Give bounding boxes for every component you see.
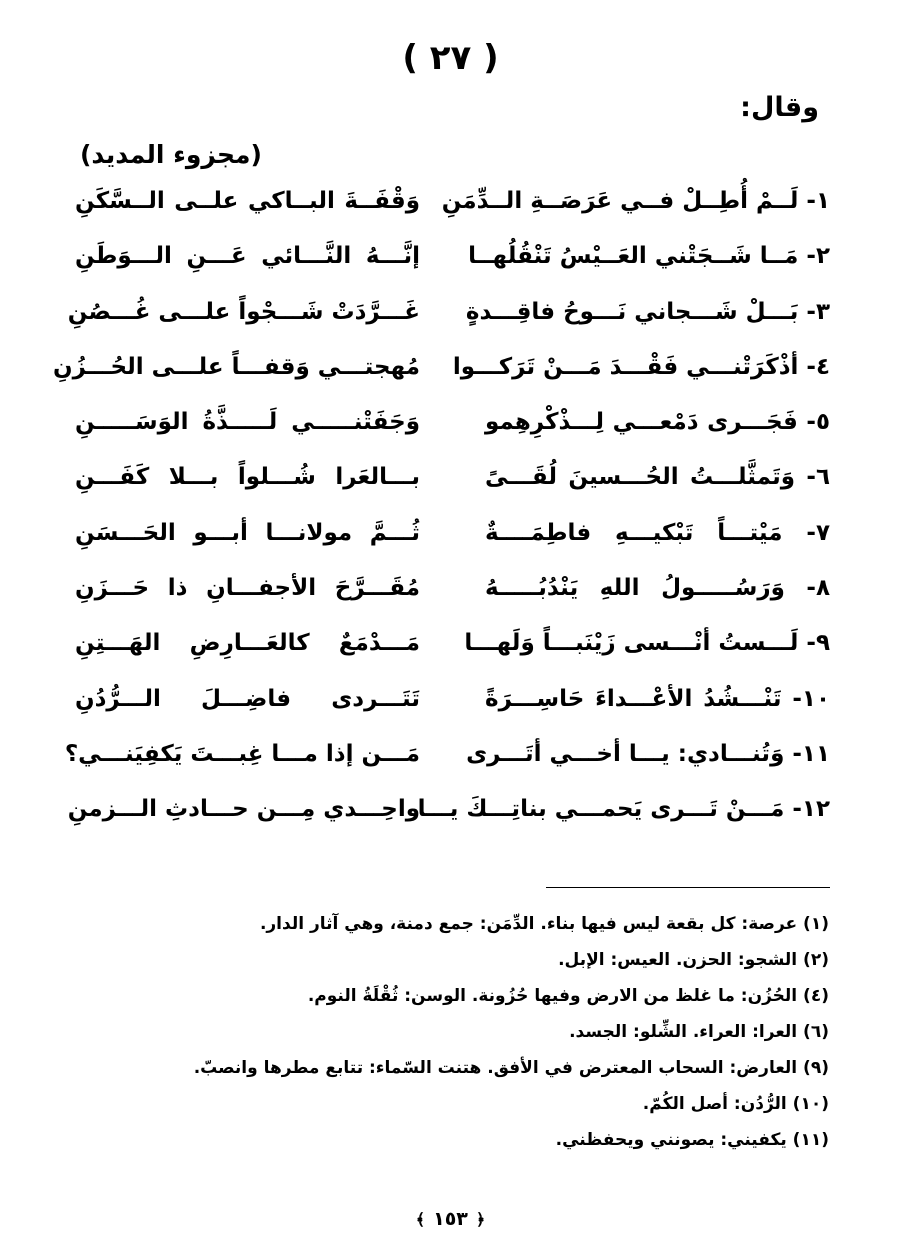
verse-first-hemistich: ١١- وَتُنـــادي: يـــا أخـــي أتَـــرى <box>466 740 830 767</box>
ornament-left-icon: ﴾ <box>415 1210 426 1229</box>
verse-row <box>60 178 830 233</box>
verse-second-hemistich: ثُـــمَّ مولانـــا أبـــو الحَـــسَنِ <box>75 519 420 546</box>
verse-first-hemistich: ١- لَــمْ أُطِــلْ فــي عَرَصَــةِ الــدِّمَنِ <box>441 188 830 214</box>
verse-first-hemistich: ٥- فَجَـــرى دَمْعـــي لِـــذْكْرِهِمو <box>485 409 830 436</box>
verse-second-hemistich: وَجَفَتْنـــــي لَـــــذَّةُ الوَسَـــــنِ <box>75 409 420 436</box>
verse-row <box>60 233 830 288</box>
verses-list <box>53 178 830 842</box>
verse-row <box>60 786 830 841</box>
verse-row <box>60 731 830 786</box>
verse-row <box>60 676 830 731</box>
poem-number: ( ٢٧ ) <box>402 38 499 78</box>
verse-first-hemistich: ٣- بَـــلْ شَـــجاني نَـــوحُ فاقِـــدةٍ <box>465 298 830 325</box>
footnote: (٩) العارض: السحاب المعترض في الأفق. هتنت السّماء: تتابع مطرها وانصبّ. <box>193 1058 829 1078</box>
verse-row <box>60 510 830 565</box>
verse-row <box>60 454 830 509</box>
verse-first-hemistich: ٧- مَيْتـــاً تَبْكيـــهِ فاطِمَــــةٌ <box>485 519 830 546</box>
footnote: (٤) الحُزُن: ما غلظ من الارض وفيها حُزُونة. الوسن: ثُقْلَةُ النوم. <box>307 986 829 1006</box>
verse-first-hemistich: ٨- وَرَسُـــــولُ اللهِ يَنْدُبُـــــهُ <box>485 575 830 602</box>
verse-second-hemistich: مُقَـــرَّحَ الأجفـــانِ ذا حَـــزَنِ <box>75 575 420 602</box>
verse-first-hemistich: ١٢- مَـــنْ تَـــرى يَحمـــي بناتِـــكَ يـــا <box>417 796 830 823</box>
verse-second-hemistich: غَـــرَّدَتْ شَـــجْواً علـــى غُـــصُنِ <box>67 298 420 325</box>
page-number-footer <box>0 1208 901 1230</box>
verse-first-hemistich: ٩- لَـــستُ أنْـــسى زَيْنَبـــاً وَلَهـــا <box>464 630 830 657</box>
verse-second-hemistich: بـــالعَرا شُـــلواً بـــلا كَفَـــنِ <box>75 464 420 491</box>
verse-second-hemistich: إنَّـــهُ النَّـــائي عَـــنِ الـــوَطَنِ <box>75 243 420 270</box>
verse-second-hemistich: مُهجتـــي وَقفـــاً علـــى الحُـــزُنِ <box>53 353 420 380</box>
verse-second-hemistich: تَتَـــردى فاضِـــلَ الـــرُّدُنِ <box>75 685 420 712</box>
footnotes <box>69 906 829 1158</box>
footnote-divider <box>546 887 830 888</box>
verse-second-hemistich: وَقْفَــةَ البــاكي علــى الــسَّكَنِ <box>75 188 420 214</box>
verse-first-hemistich: ٤- أذْكَرَتْنـــي فَقْـــدَ مَـــنْ تَرَكـــوا <box>452 353 830 380</box>
verse-row <box>60 399 830 454</box>
verse-first-hemistich: ٢- مَــا شَــجَتْني العَــيْسُ تَنْقُلُهــا <box>468 243 830 270</box>
verse-second-hemistich: مَـــن إذا مـــا غِبـــتَ يَكفِيَنـــي؟ <box>64 740 420 767</box>
verse-first-hemistich: ٦- وَتَمثَّلـــتُ الحُـــسينَ لُقَـــىً <box>485 464 830 491</box>
verse-second-hemistich: واحِـــدي مِـــن حـــادثِ الـــزمنِ <box>67 796 420 823</box>
footnote: (١٠) الرُّدُن: أصل الكُمّ. <box>642 1094 829 1114</box>
footnote: (٢) الشجو: الحزن. العيس: الإبل. <box>558 950 829 970</box>
verse-first-hemistich: ١٠- تَنْـــشُدُ الأعْـــداءَ حَاسِـــرَةً <box>485 685 830 712</box>
verse-row <box>60 565 830 620</box>
footnote: (١) عرصة: كل بقعة ليس فيها بناء. الدِّمَن: جمع دمنة، وهي آثار الدار. <box>259 914 829 934</box>
poem-meter: (مجزوء المديد) <box>80 140 262 169</box>
footnote: (٦) العرا: العراء. الشِّلو: الجسد. <box>569 1022 829 1042</box>
footnote: (١١) يكفيني: يصونني ويحفظني. <box>555 1130 829 1150</box>
page-number: ١٥٣ <box>433 1208 468 1230</box>
verse-second-hemistich: مَـــدْمَعٌ كالعَـــارِضِ الهَـــتِنِ <box>75 630 420 657</box>
verse-row <box>60 620 830 675</box>
verse-row <box>53 344 830 399</box>
verse-row <box>60 289 830 344</box>
ornament-right-icon: ﴿ <box>475 1210 486 1229</box>
poem-intro: وقال: <box>740 92 819 123</box>
